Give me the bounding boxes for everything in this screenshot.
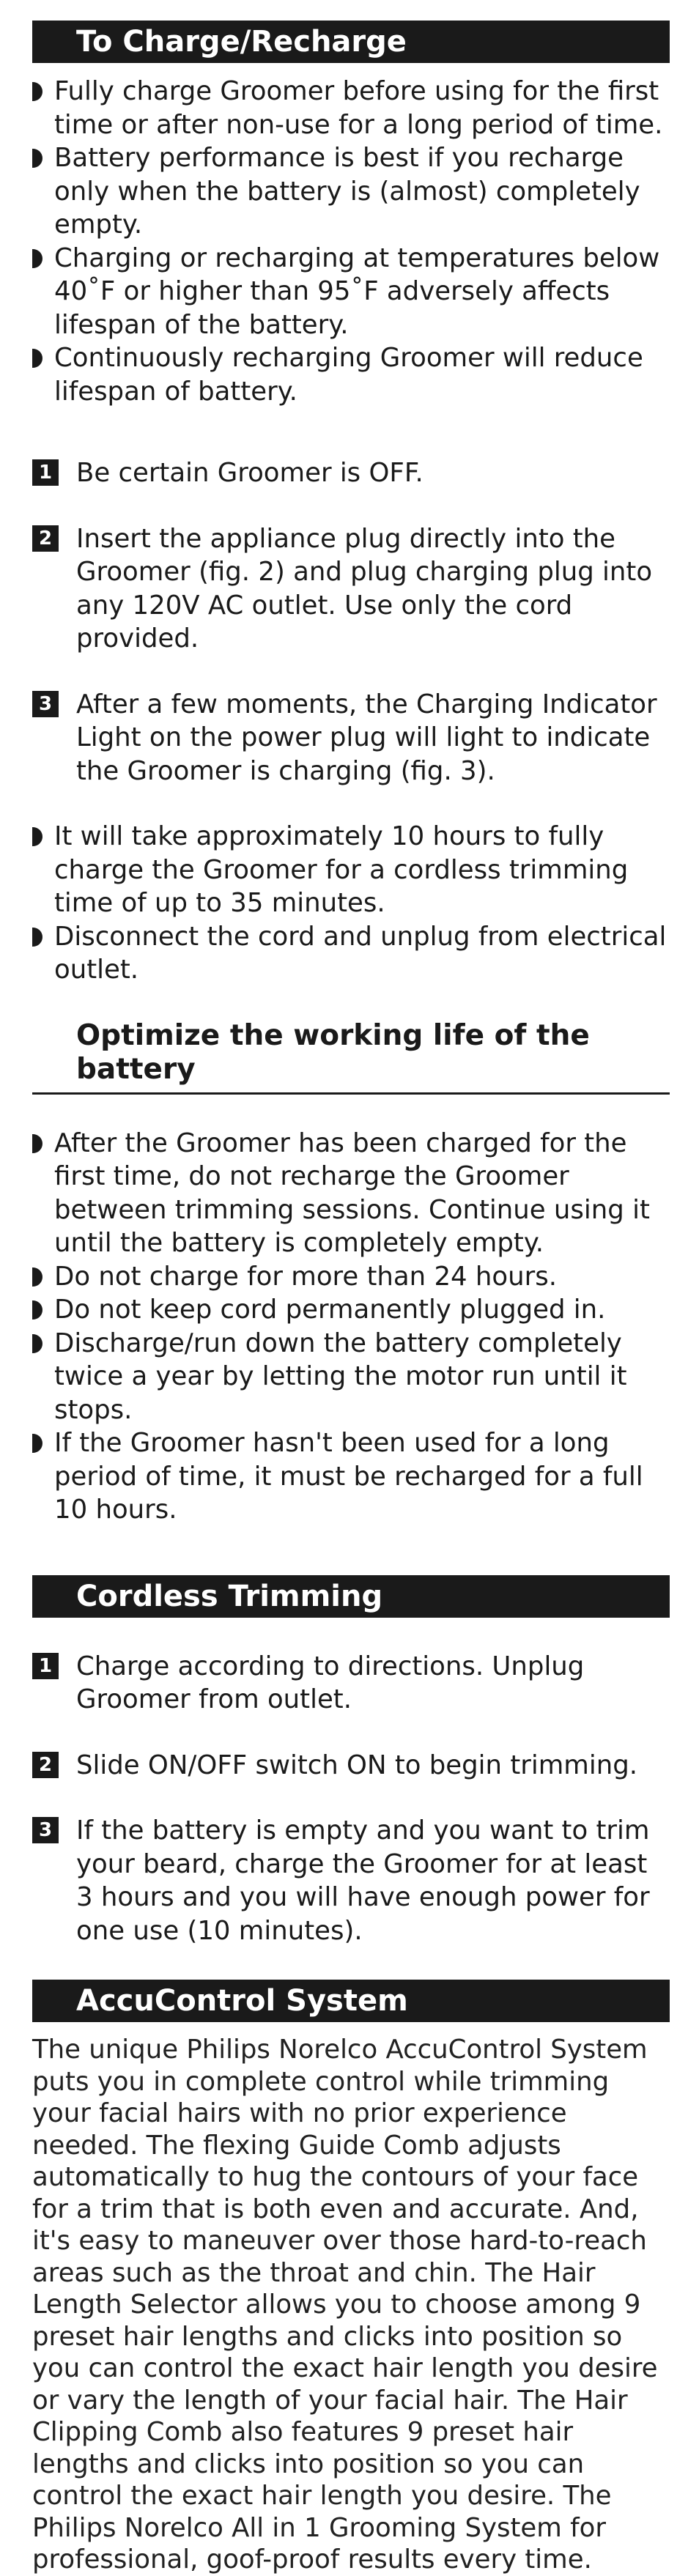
cordless-step-1 [32,1650,670,1717]
section-header-cordless: Cordless Trimming [32,1575,670,1618]
list-item: Continuously recharging Groomer will reduce lifespan of battery. [32,341,670,408]
bullet-icon [32,1267,42,1287]
list-item: Fully charge Groomer before using for the first time or after non-use for a long period of time. [32,75,670,141]
list-item: Discharge/run down the battery completely twice a year by letting the motor run until it stops. [32,1327,670,1427]
step-number: 3 [32,1817,59,1843]
list-item: After the Groomer has been charged for the first time, do not recharge the Groomer between trimming sessions. Continue using it until the battery is completely empty. [32,1127,670,1260]
step-number: 2 [32,525,59,552]
list-item: It will take approximately 10 hours to fully charge the Groomer for a cordless trimming time of up to 35 minutes. [32,820,670,920]
optimize-bullet-list [32,1127,670,1527]
bullet-icon [32,1334,42,1353]
bullet-icon [32,349,42,368]
bullet-icon [32,82,42,101]
step-text: Charge according to directions. Unplug Groomer from outlet. [76,1651,585,1714]
step-text: Be certain Groomer is OFF. [76,458,424,488]
step-number: 1 [32,1653,59,1679]
charge-step-3 [32,688,670,788]
list-item: Charging or recharging at temperatures below 40˚F or higher than 95˚F adversely affects lifespan of the battery. [32,242,670,342]
charge-step-1 [32,456,670,490]
charge-after-bullet-list [32,820,670,987]
list-item: Disconnect the cord and unplug from electrical outlet. [32,920,670,987]
section-header-accucontrol: AccuControl System [32,1980,670,2022]
cordless-step-3 [32,1814,670,1947]
charge-step-2 [32,522,670,656]
bullet-icon [32,249,42,268]
list-item: Do not keep cord permanently plugged in. [32,1293,670,1327]
bullet-icon [32,1300,42,1320]
section-header-optimize: Optimize the working life of the battery [32,1019,670,1095]
step-number: 3 [32,691,59,717]
step-number: 1 [32,459,59,486]
charge-bullet-list [32,75,670,408]
list-item: If the Groomer hasn't been used for a long period of time, it must be recharged for a full 10 hours. [32,1426,670,1527]
bullet-icon [32,1434,42,1453]
accucontrol-paragraph: The unique Philips Norelco AccuControl System puts you in complete control while trimming your facial hairs with no prior experience needed. The flexing Guide Comb adjusts automatically to hug the contours of your face for a trim that is both even and accurate. And, it's easy to maneuver over those hard-to-reach areas such as the throat and chin. The Hair Length Selector allows you to choose among 9 preset hair lengths and clicks into position so you can control the exact hair length you desire or vary the length of your facial hair. The Hair Clipping Comb also features 9 preset hair lengths and clicks into position so you can control the exact hair length you desire. The Philips Norelco All in 1 Grooming System for professional, goof-proof results every time. [32,2035,658,2575]
step-number: 2 [32,1752,59,1778]
bullet-icon [32,827,42,846]
step-text: After a few moments, the Charging Indicator Light on the power plug will light to indicate the Groomer is charging (fig. 3). [76,689,657,786]
step-text: If the battery is empty and you want to trim your beard, charge the Groomer for at least 3 hours and you will have enough power for one use (10 minutes). [76,1816,650,1946]
step-text: Slide ON/OFF switch ON to begin trimming. [76,1750,638,1780]
bullet-icon [32,149,42,168]
bullet-icon [32,1134,42,1153]
section-header-charge: To Charge/Recharge [32,21,670,63]
cordless-step-2 [32,1749,670,1783]
bullet-icon [32,928,42,947]
list-item: Do not charge for more than 24 hours. [32,1260,670,1294]
step-text: Insert the appliance plug directly into the Groomer (fig. 2) and plug charging plug into any 120V AC outlet. Use only the cord provided. [76,523,653,654]
list-item: Battery performance is best if you recharge only when the battery is (almost) completely empty. [32,141,670,242]
